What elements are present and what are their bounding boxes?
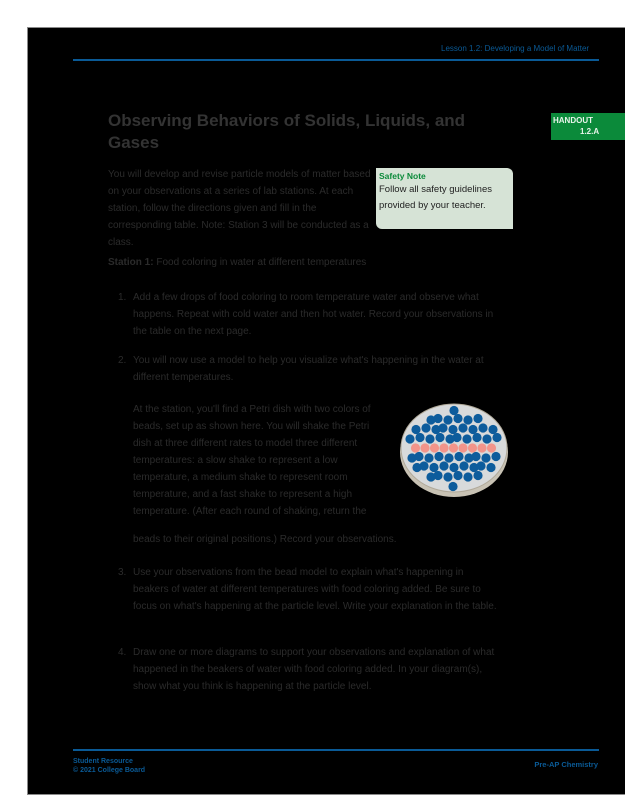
step-text: Use your observations from the bead model to explain what's happening in beakers of water at different temperatures with food coloring added. Be sure to focus on what's happening at the particle level. Write your explanation in the table. — [133, 567, 497, 612]
step-item — [118, 564, 498, 615]
blue-bead — [458, 423, 467, 432]
blue-bead — [478, 423, 487, 432]
header-rule — [73, 59, 599, 61]
blue-bead — [438, 423, 447, 432]
pink-bead — [458, 443, 467, 452]
pink-bead — [420, 443, 429, 452]
step-item — [118, 289, 498, 340]
pink-bead — [439, 443, 448, 452]
safety-text: Follow all safety guidelines provided by your teacher. — [379, 184, 493, 211]
blue-bead — [492, 433, 501, 442]
blue-bead — [481, 453, 490, 462]
blue-bead — [411, 425, 420, 434]
blue-bead — [448, 482, 457, 491]
step-item — [118, 352, 498, 386]
badge-number: 1.2.A — [580, 127, 600, 136]
blue-bead — [449, 463, 458, 472]
petri-dish-illustration — [397, 400, 512, 500]
step-number: 3. — [118, 567, 127, 578]
lesson-header: Lesson 1.2: Developing a Model of Matter — [441, 44, 590, 53]
pink-bead — [487, 443, 496, 452]
blue-bead — [453, 414, 462, 423]
blue-bead — [488, 425, 497, 434]
step-item — [118, 644, 498, 695]
step2-detail-end: beads to their original positions.) Record your observations. — [133, 534, 397, 545]
blue-bead — [449, 406, 458, 415]
footer-course: Pre-AP Chemistry — [534, 760, 598, 769]
blue-bead — [439, 461, 448, 470]
blue-bead — [473, 414, 482, 423]
footer-left — [73, 757, 145, 775]
blue-bead — [444, 453, 453, 462]
blue-bead — [462, 434, 471, 443]
blue-bead — [452, 433, 461, 442]
blue-bead — [476, 461, 485, 470]
pink-bead — [411, 443, 420, 452]
step-text: Add a few drops of food coloring to room temperature water and observe what happens. Repeat with cold water and then hot water. Record your observations in the table on the next page. — [133, 292, 494, 337]
step2-detail: At the station, you'll find a Petri dish with two colors of beads, set up as shown here. You will shake the Petri dish at three different rates to model three different temperatures: a slow shake to represent a low temperature, a medium shake to represent room temperature, and a fast shake to represent a high temperature. (After each round of shaking, return the — [133, 404, 371, 517]
blue-bead — [425, 434, 434, 443]
blue-bead — [463, 472, 472, 481]
step-text: You will now use a model to help you visualize what's happening in the water at different temperatures. — [133, 355, 484, 383]
pink-bead — [430, 443, 439, 452]
blue-bead — [491, 452, 500, 461]
handout-badge — [551, 113, 625, 140]
pink-bead — [449, 443, 458, 452]
blue-bead — [482, 434, 491, 443]
step-text: Draw one or more diagrams to support your observations and explanation of what happened in the beakers of water with food coloring added. In your diagram(s), show what you think is happening at the particle level. — [133, 647, 495, 692]
blue-bead — [453, 471, 462, 480]
blue-bead — [433, 414, 442, 423]
station-text: Food coloring in water at different temperatures — [156, 257, 367, 268]
step-number: 4. — [118, 647, 127, 658]
blue-bead — [434, 452, 443, 461]
blue-bead — [424, 453, 433, 462]
badge-label: HANDOUT — [553, 116, 593, 125]
blue-bead — [443, 415, 452, 424]
blue-bead — [429, 463, 438, 472]
blue-bead — [421, 423, 430, 432]
blue-bead — [419, 461, 428, 470]
blue-bead — [468, 425, 477, 434]
footer-resource: Student Resource — [73, 758, 133, 765]
blue-bead — [414, 452, 423, 461]
station-heading — [108, 254, 508, 271]
blue-bead — [405, 434, 414, 443]
blue-bead — [448, 425, 457, 434]
blue-bead — [415, 433, 424, 442]
intro-text: You will develop and revise particle models of matter based on your observations at a series of lab stations. At each station, follow the directions given and fill in the corresponding table. Note: Station 3 will be conducted as a class. — [108, 169, 371, 248]
blue-bead — [463, 415, 472, 424]
blue-bead — [473, 471, 482, 480]
pink-bead — [468, 443, 477, 452]
blue-bead — [435, 433, 444, 442]
blue-bead — [433, 471, 442, 480]
station-label: Station 1: — [108, 257, 154, 268]
pink-bead — [477, 443, 486, 452]
blue-bead — [472, 433, 481, 442]
blue-bead — [454, 452, 463, 461]
step-number: 2. — [118, 355, 127, 366]
blue-bead — [471, 452, 480, 461]
blue-bead — [443, 472, 452, 481]
blue-bead — [459, 461, 468, 470]
footer-rule — [73, 749, 599, 751]
step-number: 1. — [118, 292, 127, 303]
blue-bead — [486, 463, 495, 472]
safety-title: Safety Note — [379, 171, 426, 181]
footer-copyright: © 2021 College Board — [73, 767, 146, 774]
page-title: Observing Behaviors of Solids, Liquids, and Gases — [108, 111, 466, 152]
safety-note — [376, 168, 513, 229]
